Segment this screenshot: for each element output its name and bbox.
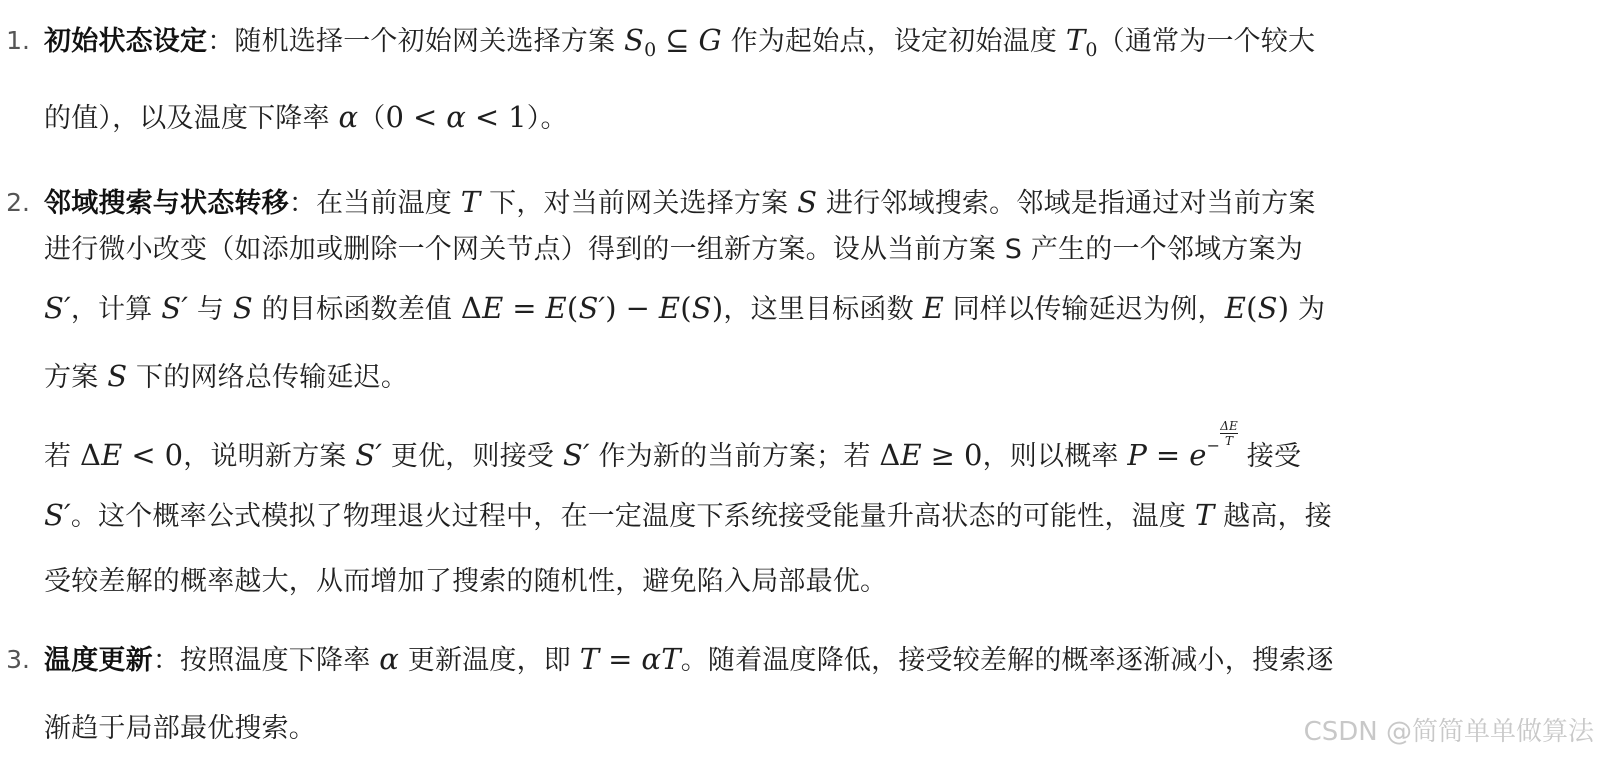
list-number-3: 3.: [6, 645, 30, 674]
item-1-line-2: 的值），以及温度下降率 α（0 < α < 1）。: [44, 100, 568, 134]
item-2-line-3: S′，计算 S′ 与 S 的目标函数差值 ΔE = E(S′) − E(S)，这里目标函数 E 同样以传输延迟为例，E(S) 为: [44, 291, 1326, 325]
list-number-2: 2.: [6, 188, 30, 217]
item-3-title: 温度更新: [44, 645, 153, 676]
watermark: CSDN @简简单单做算法: [1303, 717, 1594, 747]
list-number-1: 1.: [6, 26, 30, 55]
item-2-line-4: 方案 S 下的网络总传输延迟。: [44, 359, 409, 393]
item-1-title: 初始状态设定: [44, 26, 208, 57]
item-2-line-7: 受较差解的概率越大，从而增加了搜索的随机性，避免陷入局部最优。: [44, 566, 888, 597]
item-2-title: 邻域搜索与状态转移: [44, 188, 289, 219]
item-1-line-1: 初始状态设定：随机选择一个初始网关选择方案 $S_0$ ⊆ G 作为起始点，设定初始温度 $T_0$（通常为一个较大: [44, 23, 1316, 61]
item-3-line-2: 渐趋于局部最优搜索。: [44, 713, 316, 744]
item-2-line-2: 进行微小改变（如添加或删除一个网关节点）得到的一组新方案。设从当前方案 S 产生的一个邻域方案为: [44, 234, 1303, 265]
item-3-line-1: 温度更新：按照温度下降率 α 更新温度，即 T = αT。随着温度降低，接受较差解的概率逐渐减小，搜索逐: [44, 642, 1334, 676]
item-2-line-5: 若 ΔE < 0，说明新方案 S′ 更优，则接受 S′ 作为新的当前方案；若 ΔE ≥ 0，则以概率 P = e− $\frac{\Delta E}{T}$ 接受: [44, 419, 1302, 472]
item-2-line-1: 邻域搜索与状态转移：在当前温度 T 下，对当前网关选择方案 S 进行邻域搜索。邻域是指通过对当前方案: [44, 185, 1316, 219]
item-2-line-6: S′。这个概率公式模拟了物理退火过程中，在一定温度下系统接受能量升高状态的可能性，温度 T 越高，接: [44, 498, 1332, 532]
